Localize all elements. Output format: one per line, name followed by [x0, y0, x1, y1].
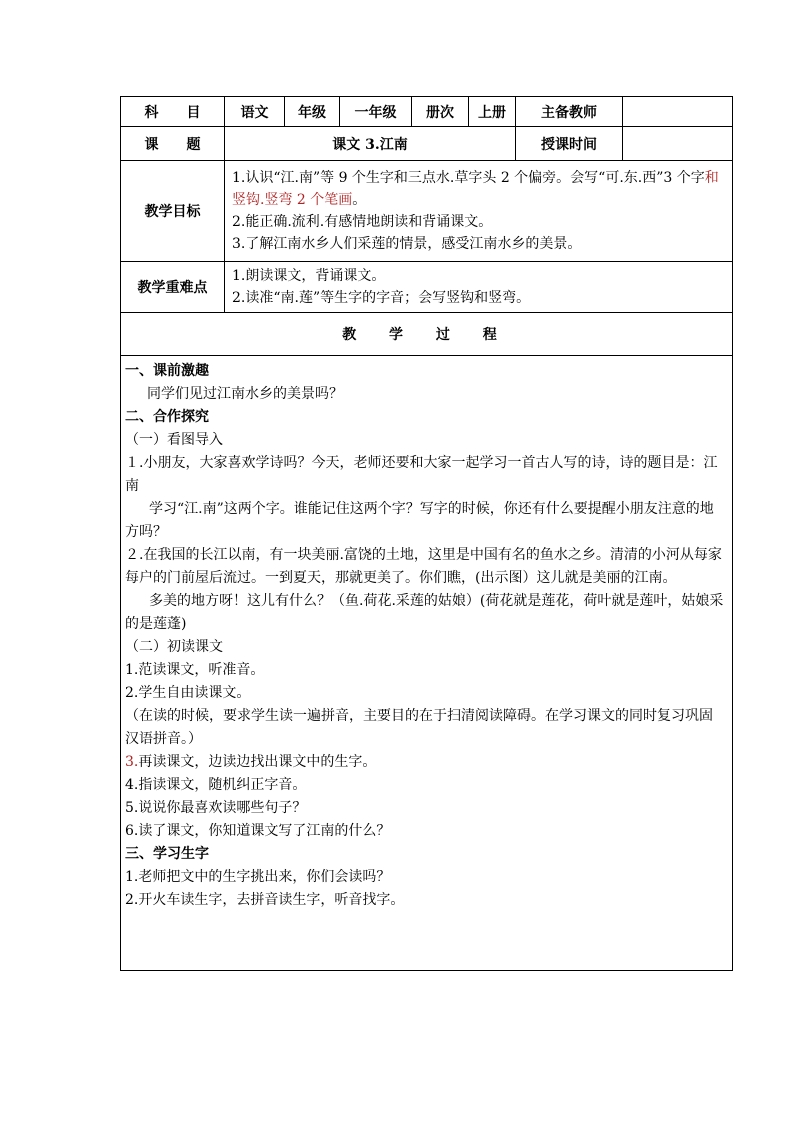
teacher-label: 主备教师 — [516, 97, 623, 127]
process-content — [121, 356, 733, 971]
objective-1-end: 。 — [352, 192, 367, 208]
section-2a-item-1b: 学习“江.南”这两个字。谁能记住这两个字？写字的时候，你还有什么要提醒小朋友注意的地方吗？ — [125, 501, 714, 540]
section-2b-item-5: 5.说说你最喜欢读哪些句子？ — [125, 800, 307, 816]
keypoints-row — [121, 262, 733, 313]
objectives-row — [121, 161, 733, 262]
objective-1-highlight: 和竖钩.竖弯 2 个笔画 — [232, 170, 719, 208]
process-row — [121, 356, 733, 971]
objective-3: 3.了解江南水乡人们采莲的情景，感受江南水乡的美景。 — [232, 236, 582, 252]
section-1-heading: 一、课前激趣 — [125, 363, 209, 379]
section-2-heading: 二、合作探究 — [125, 409, 209, 425]
keypoint-1: 1.朗读课文，背诵课文。 — [232, 268, 386, 284]
process-title-row — [121, 313, 733, 356]
section-2b-note: （在读的时候，要求学生读一遍拼音，主要目的在于扫清阅读障碍。在学习课文的同时复习巩固汉语拼音。） — [125, 708, 713, 747]
section-2b-item-2: 2.学生自由读课文。 — [125, 685, 251, 701]
topic-value: 课文 3.江南 — [225, 127, 516, 161]
keypoints-label: 教学重难点 — [121, 262, 225, 313]
objective-2: 2.能正确.流利.有感情地朗读和背诵课文。 — [232, 214, 493, 230]
section-2b-item-3-num: 3. — [125, 754, 139, 770]
section-2b-item-3-text: 再读课文，边读边找出课文中的生字。 — [138, 754, 377, 770]
section-2b-heading: （二）初读课文 — [125, 639, 223, 655]
objectives-label: 教学目标 — [121, 161, 225, 262]
volume-label: 册次 — [412, 97, 469, 127]
time-value — [623, 127, 733, 161]
keypoint-2: 2.读准“南.莲”等生字的字音；会写竖钩和竖弯。 — [232, 290, 531, 306]
objectives-content — [225, 161, 733, 262]
section-1-para: 同学们见过江南水乡的美景吗？ — [147, 386, 343, 402]
keypoints-content — [225, 262, 733, 313]
teacher-value — [623, 97, 733, 127]
section-2b-item-3 — [125, 751, 726, 774]
topic-label: 课 题 — [121, 127, 225, 161]
section-2a-item-2b: 多美的地方呀！这儿有什么？（鱼.荷花.采莲的姑娘）(荷花就是莲花，荷叶就是莲叶，姑娘采的是莲蓬) — [125, 593, 724, 632]
process-title: 教 学 过 程 — [121, 313, 733, 356]
section-2b-item-1: 1.范读课文，听准音。 — [125, 662, 265, 678]
grade-value: 一年级 — [340, 97, 412, 127]
objective-1-text: 1.认识“江.南”等 9 个生字和三点水.草字头 2 个偏旁。会写“可.东.西”3 个字 — [232, 170, 705, 186]
section-2a-heading: （一）看图导入 — [125, 432, 223, 448]
section-3-item-1: 1.老师把文中的生字挑出来，你们会读吗？ — [125, 869, 391, 885]
lesson-plan-page — [120, 96, 732, 971]
grade-label: 年级 — [285, 97, 340, 127]
volume-value: 上册 — [469, 97, 516, 127]
objective-1 — [232, 167, 726, 211]
section-2a-item-2: ２.在我国的长江以南，有一块美丽.富饶的土地，这里是中国有名的鱼水之乡。清清的小河从每家每户的门前屋后流过。一到夏天，那就更美了。你们瞧，(出示图）这儿就是美丽的江南。 — [125, 547, 722, 586]
section-3-heading: 三、学习生字 — [125, 846, 209, 862]
section-2a-item-1: １.小朋友，大家喜欢学诗吗？今天，老师还要和大家一起学习一首古人写的诗，诗的题目是：江南 — [125, 455, 718, 494]
subject-label: 科 目 — [121, 97, 225, 127]
time-label: 授课时间 — [516, 127, 623, 161]
section-2b-item-6: 6.读了课文，你知道课文写了江南的什么？ — [125, 823, 391, 839]
header-row — [121, 97, 733, 127]
topic-row — [121, 127, 733, 161]
section-2b-item-4: 4.指读课文，随机纠正字音。 — [125, 777, 307, 793]
section-3-item-2: 2.开火车读生字，去拼音读生字，听音找字。 — [125, 892, 405, 908]
lesson-plan-table — [120, 96, 733, 971]
subject-value: 语文 — [225, 97, 285, 127]
